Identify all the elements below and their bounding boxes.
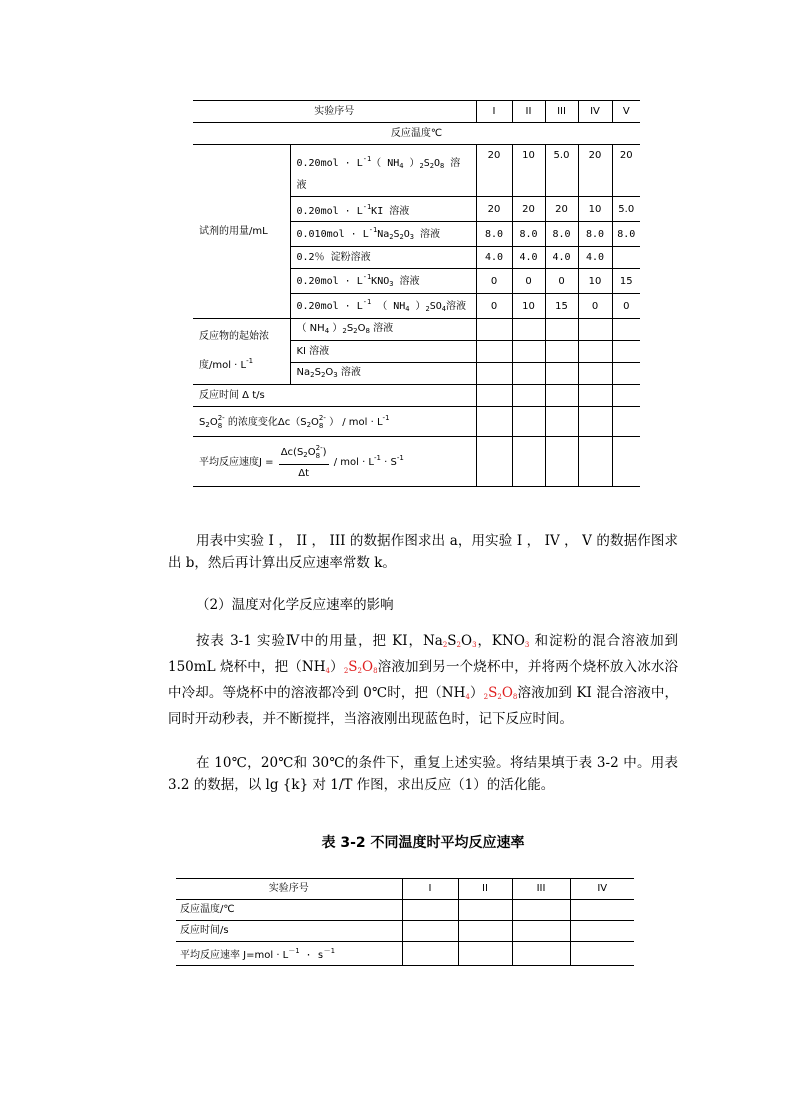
cell-value: 15 <box>545 294 578 319</box>
cell-value: 8.0 <box>578 222 612 247</box>
empty-cell <box>476 437 512 487</box>
empty-cell <box>512 900 570 921</box>
header-label: 实验序号 <box>176 879 402 900</box>
empty-cell <box>545 437 578 487</box>
empty-cell <box>545 407 578 437</box>
cell-value: 0 <box>476 294 512 319</box>
empty-cell <box>458 900 512 921</box>
cell-value: 0 <box>512 269 545 294</box>
empty-cell <box>578 385 612 407</box>
cell-value: 20 <box>578 145 612 197</box>
cell-value: 0 <box>545 269 578 294</box>
empty-cell <box>612 363 640 385</box>
cell-value: 5.0 <box>545 145 578 197</box>
header-col-1: I <box>476 101 512 123</box>
initial-conc-item: KI 溶液 <box>290 341 476 363</box>
empty-cell <box>402 900 458 921</box>
paragraph-activation-energy: 在 10℃，20℃和 30℃的条件下，重复上述实验。将结果填于表 3-2 中。用表 3.2 的数据，以 lg {k} 对 1/T 作图，求出反应（1）的活化能。 <box>168 755 678 793</box>
empty-cell <box>512 437 545 487</box>
cell-value: 8.0 <box>476 222 512 247</box>
empty-cell <box>476 319 512 341</box>
cell-value: 10 <box>512 294 545 319</box>
cell-value: 0 <box>612 294 640 319</box>
header-col-2: II <box>458 879 512 900</box>
cell-value: 20 <box>476 197 512 222</box>
empty-cell <box>512 407 545 437</box>
empty-cell <box>545 341 578 363</box>
reagent-group-label: 试剂的用量/mL <box>193 145 290 319</box>
cell-value: 5.0 <box>612 197 640 222</box>
empty-cell <box>570 942 634 966</box>
cell-value: 4.0 <box>578 247 612 269</box>
cell-value: 15 <box>612 269 640 294</box>
header-col-3: III <box>512 879 570 900</box>
cell-value: 10 <box>578 269 612 294</box>
empty-cell <box>612 319 640 341</box>
empty-cell <box>402 921 458 942</box>
experiment-table <box>193 100 640 487</box>
empty-cell <box>570 921 634 942</box>
empty-cell <box>512 385 545 407</box>
temp-row <box>193 123 640 145</box>
header-col-4: IV <box>570 879 634 900</box>
avg-rate-label: 平均反应速度J = $\Delta c(S_2O2-$ 8 ) Δt / mol · $L^{-1} \cdot S^{-1}$ <box>193 437 476 487</box>
empty-cell <box>458 921 512 942</box>
table-header-row <box>176 879 634 900</box>
empty-cell <box>476 363 512 385</box>
section-heading-temperature: （2）温度对化学反应速率的影响 <box>196 597 394 613</box>
cell-value: 4.0 <box>512 247 545 269</box>
temp-row-label: 反应温度℃ <box>193 123 640 145</box>
table2-caption: 表 3-2 不同温度时平均反应速率 <box>321 835 525 851</box>
empty-cell <box>476 407 512 437</box>
table-row <box>193 145 640 197</box>
empty-cell <box>578 437 612 487</box>
empty-cell <box>578 363 612 385</box>
empty-cell <box>512 921 570 942</box>
header-label: 实验序号 <box>193 101 476 123</box>
empty-cell <box>545 385 578 407</box>
table-row <box>193 319 640 341</box>
empty-cell <box>612 437 640 487</box>
cell-value: 8.0 <box>512 222 545 247</box>
cell-value: 0 <box>578 294 612 319</box>
reagent-label: $0.20mol \cdot L^{-1}KI$ 溶液 <box>290 197 476 222</box>
table-row <box>193 385 640 407</box>
empty-cell <box>476 385 512 407</box>
reagent-label: $0.20mol \cdot L^{-1}$（ $NH_4$ ）$_2S_2O_8$ 溶 液 <box>290 145 476 197</box>
table-row <box>193 437 640 487</box>
empty-cell <box>512 319 545 341</box>
header-col-3: III <box>545 101 578 123</box>
reaction-time-label: 反应时间 Δ t/s <box>193 385 476 407</box>
empty-cell <box>612 407 640 437</box>
empty-cell <box>476 341 512 363</box>
initial-conc-group-label: 反应物的起始浓 度$/mol \cdot L^{-1}$ <box>193 319 290 385</box>
header-col-4: IV <box>578 101 612 123</box>
empty-cell <box>570 900 634 921</box>
empty-cell <box>402 942 458 966</box>
row-label: 反应温度/℃ <box>176 900 402 921</box>
cell-value: 20 <box>512 197 545 222</box>
empty-cell <box>458 942 512 966</box>
cell-value: 4.0 <box>476 247 512 269</box>
cell-value: 20 <box>476 145 512 197</box>
initial-conc-item: $Na_2S_2O_3$ 溶液 <box>290 363 476 385</box>
header-col-5: V <box>612 101 640 123</box>
cell-value <box>612 247 640 269</box>
rate-row-label: 平均反应速率 $J=mol \cdot L^{-1} \cdot s^{-1}$ <box>176 942 402 966</box>
header-col-2: II <box>512 101 545 123</box>
conc-change-label: $S_2O2-$ 8 的浓度变化$\Delta c(S_2O2-$ 8 ） / mol · $L^{-1}$ <box>193 407 476 437</box>
table-row <box>176 921 634 942</box>
reagent-label: 0.2％ 淀粉溶液 <box>290 247 476 269</box>
rate-fraction: $\Delta c(S_2O2-$ 8 ) Δt <box>280 443 327 479</box>
empty-cell <box>512 341 545 363</box>
table-row <box>193 407 640 437</box>
cell-value: 20 <box>612 145 640 197</box>
header-col-1: I <box>402 879 458 900</box>
reagent-label: $0.20mol \cdot L^{-1}KNO_3$ 溶液 <box>290 269 476 294</box>
cell-value: 4.0 <box>545 247 578 269</box>
cell-value: 10 <box>578 197 612 222</box>
empty-cell <box>612 341 640 363</box>
empty-cell <box>578 341 612 363</box>
empty-cell <box>512 363 545 385</box>
initial-conc-item: （ $NH_4$ ）$_2S_2O_8$ 溶液 <box>290 319 476 341</box>
paragraph-procedure: 按表 3-1 实验Ⅳ中的用量，把 KI，$Na_2S_2O_3$，$KNO_3$ 和淀粉的混合溶液加到 150mL 烧杯中，把$(NH_4)_2S_2O_8$溶液加到另一个烧杯中，并将两个烧杯放入冰水浴中冷却。等烧杯中的溶液都冷到 0℃时，把$(NH_4)_2S_2O_8$溶液加到 KI 混合溶液中，同时开动秒表，并不断搅拌，当溶液刚出现蓝色时，记下反应时间。 <box>168 633 679 727</box>
empty-cell <box>578 319 612 341</box>
reagent-label: $0.010mol \cdot L^{-1}Na_2S_2O_3$ 溶液 <box>290 222 476 247</box>
paragraph-rate-constant: 用表中实验 I ， II ， III 的数据作图求出 a，用实验 I ， IV ， V 的数据作图求出 b，然后再计算出反应速率常数 k。 <box>168 533 678 571</box>
cell-value: 8.0 <box>545 222 578 247</box>
rate-table <box>176 878 634 966</box>
empty-cell <box>612 385 640 407</box>
table-header-row <box>193 101 640 123</box>
reagent-label: $0.20mol \cdot L^{-1}$ （ $NH_4$ ）$_2SO_4$溶液 <box>290 294 476 319</box>
empty-cell <box>545 319 578 341</box>
empty-cell <box>512 942 570 966</box>
cell-value: 10 <box>512 145 545 197</box>
row-label: 反应时间/s <box>176 921 402 942</box>
cell-value: 20 <box>545 197 578 222</box>
table-row <box>176 942 634 966</box>
table-row <box>176 900 634 921</box>
cell-value: 8.0 <box>612 222 640 247</box>
empty-cell <box>545 363 578 385</box>
empty-cell <box>578 407 612 437</box>
cell-value: 0 <box>476 269 512 294</box>
